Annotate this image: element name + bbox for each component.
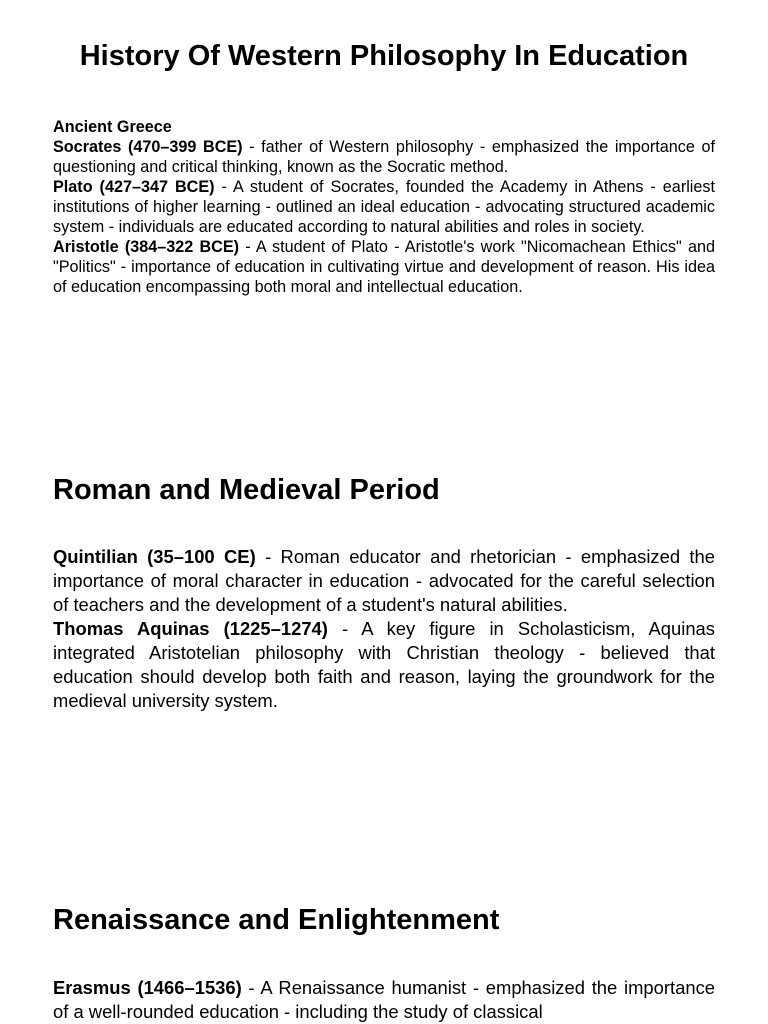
entry-text: - Roman educator and rhetorician - emphasized the importance of moral character in education - advocated for the careful selection of teachers and the development of a student's natural abilities. [53,546,715,615]
entry-text: - A student of Socrates, founded the Academy in Athens - earliest institutions of higher learning - outlined an ideal education - advocating structured academic system - individuals are educated according to natural abilities and roles in society. [53,178,715,236]
entry-name: Quintilian (35–100 CE) [53,546,256,567]
section-heading-roman-medieval: Roman and Medieval Period [53,474,440,506]
entry-quintilian [53,545,715,617]
entry-text: - A Renaissance humanist - emphasized the importance of a well-rounded education - including the study of classical [53,977,715,1022]
entry-name: Thomas Aquinas (1225–1274) [53,618,328,639]
section-heading-renaissance-enlightenment: Renaissance and Enlightenment [53,904,500,936]
section-renaissance-enlightenment [53,976,715,1024]
entry-plato [53,177,715,237]
section-subheading: Ancient Greece [53,118,172,136]
entry-text: - father of Western philosophy - emphasized the importance of questioning and critical thinking, known as the Socratic method. [53,138,716,176]
entry-thomas-aquinas [53,617,715,713]
section-roman-medieval [53,545,715,713]
entry-text: - A key figure in Scholasticism, Aquinas integrated Aristotelian philosophy with Christian theology - believed that education should develop both faith and reason, laying the groundwork for the medieval university system. [53,618,715,711]
entry-name: Aristotle (384–322 BCE) [53,238,240,256]
entry-name: Plato (427–347 BCE) [53,178,215,196]
entry-aristotle [53,237,715,297]
entry-text: - A student of Plato - Aristotle's work "Nicomachean Ethics" and "Politics" - importance of education in cultivating virtue and development of reason. His idea of education encompassing both moral and intellectual education. [53,238,715,296]
section-ancient-greece [53,117,715,297]
entry-erasmus [53,976,715,1024]
entry-socrates [53,137,715,177]
entry-name: Erasmus (1466–1536) [53,977,242,998]
page-title: History Of Western Philosophy In Education [79,40,689,72]
entry-name: Socrates (470–399 BCE) [53,138,243,156]
